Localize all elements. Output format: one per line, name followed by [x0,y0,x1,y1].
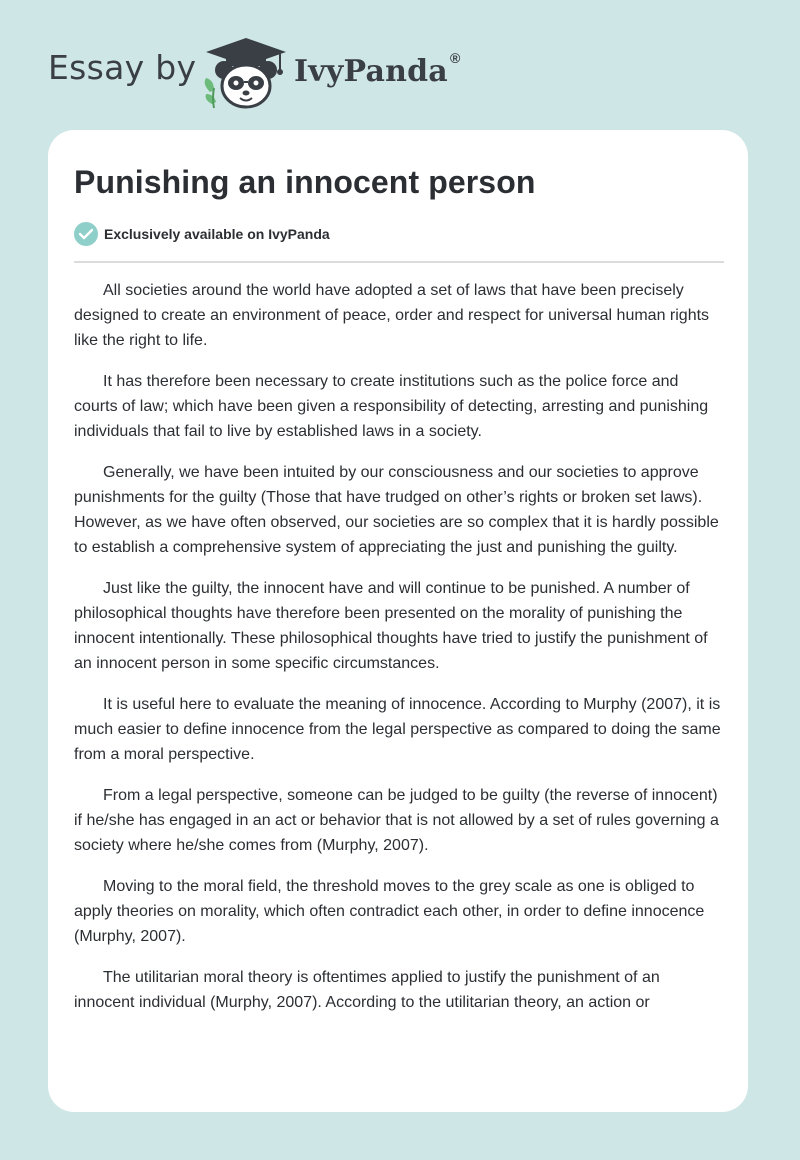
exclusive-badge [74,222,330,246]
paragraph: Generally, we have been intuited by our consciousness and our societies to approve punishments for the guilty (Those that have trudged on other’s rights or broken set laws). However, as we have often observed, our societies are so complex that it is hardly possible to establish a comprehensive system of appreciating the just and punishing the guilty. [74,464,719,556]
brand-header [48,34,508,114]
paragraph: Moving to the moral field, the threshold moves to the grey scale as one is obliged to apply theories on morality, which often contradict each other, in order to define innocence (Murphy, 2007). [74,878,705,945]
paragraph: All societies around the world have adopted a set of laws that have been precisely designed to create an environment of peace, order and respect for universal human rights like the right to life. [74,282,710,349]
paragraph: Just like the guilty, the innocent have and will continue to be punished. A number of philosophical thoughts have therefore been presented on the morality of punishing the innocent intentionally. These philosophical thoughts have tried to justify the punishment of an innocent person in some specific circumstances. [74,580,708,672]
paragraph: It has therefore been necessary to create institutions such as the police force and courts of law; which have been given a responsibility of detecting, arresting and punishing individuals that fail to live by established laws in a society. [74,373,709,440]
essay-card [48,130,748,1112]
page-title: Punishing an innocent person [74,164,536,200]
checkmark-icon [74,222,98,246]
paragraph: From a legal perspective, someone can be judged to be guilty (the reverse of innocent) if he/she has engaged in an act or behavior that is not allowed by a set of rules governing a society where he/she comes from (Murphy, 2007). [74,787,719,854]
registered-mark: ® [450,50,461,66]
paragraph: The utilitarian moral theory is oftentimes applied to justify the punishment of an innocent individual (Murphy, 2007). According to the utilitarian theory, an action or [74,969,660,1011]
paragraph: It is useful here to evaluate the meaning of innocence. According to Murphy (2007), it is much easier to define innocence from the legal perspective as compared to doing the same from a moral perspective. [74,696,721,763]
brand-prefix: Essay by [48,48,197,87]
essay-body [74,278,724,1031]
brand-name: IvyPanda [294,54,448,89]
exclusive-label: Exclusively available on IvyPanda [104,226,330,242]
divider [74,261,724,263]
panda-graduate-logo-icon[interactable] [200,34,292,112]
